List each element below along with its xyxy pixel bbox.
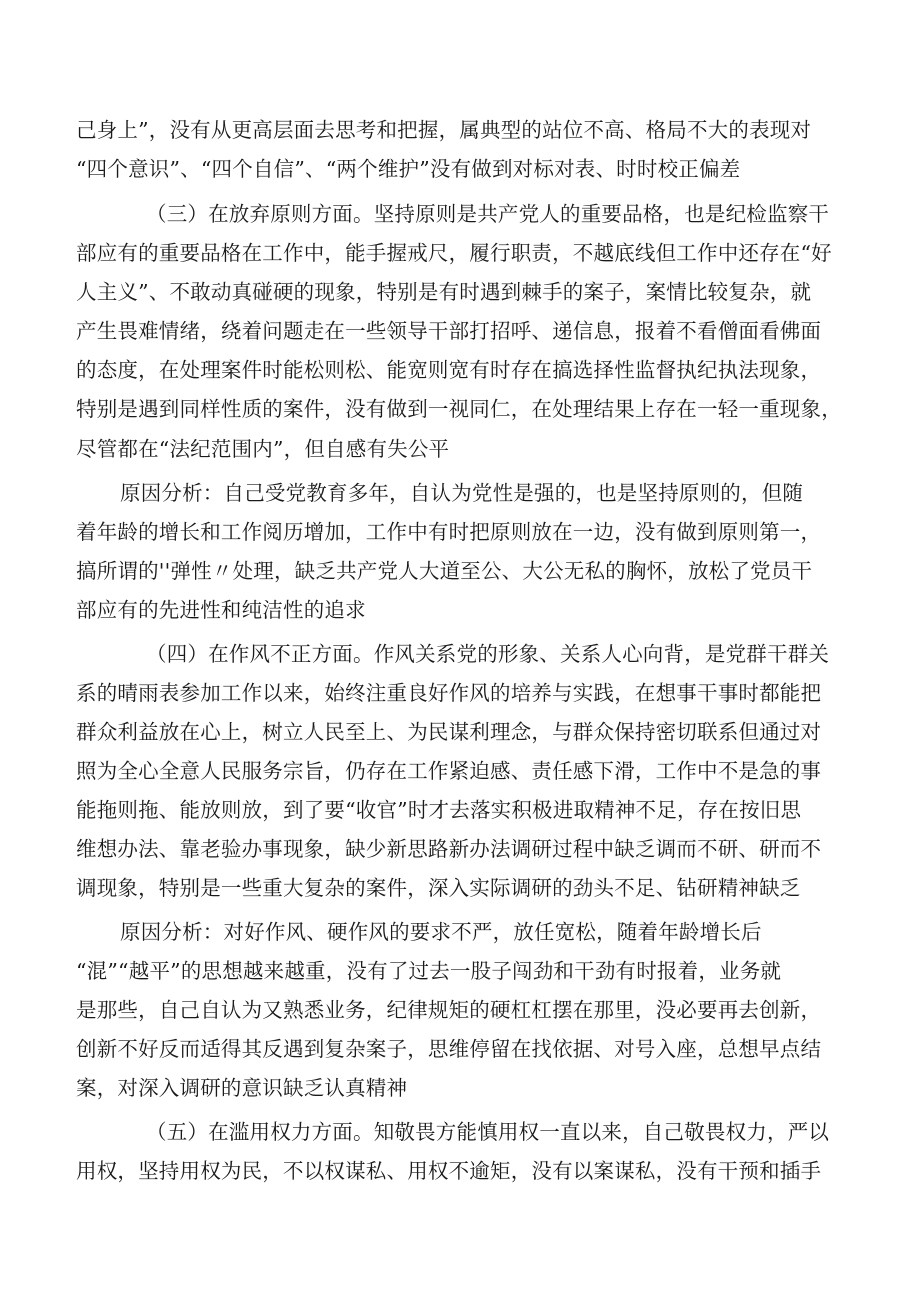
text-line: 调现象，特别是一些重大复杂的案件，深入实际调研的劲头不足、钻研精神缺乏 <box>76 876 801 900</box>
text-line: （五）在滥用权力方面。知敬畏方能慎用权一直以来，自己敬畏权力，严以 <box>146 1120 830 1144</box>
text-line: 原因分析：自己受党教育多年，自认为党性是强的，也是坚持原则的，但随 <box>120 481 804 505</box>
text-line: 特别是遇到同样性质的案件，没有做到一视同仁，在处理结果上存在一轻一重现象， <box>76 397 842 421</box>
text-line: 系的晴雨表参加工作以来，始终注重良好作风的培养与实践，在想事干事时都能把 <box>76 681 822 705</box>
text-line: 照为全心全意人民服务宗旨，仍存在工作紧迫感、责任感下滑，工作中不是急的事 <box>76 759 822 783</box>
text-line: （四）在作风不正方面。作风关系党的形象、关系人心向背，是党群干群关 <box>146 642 830 666</box>
text-line: 群众利益放在心上，树立人民至上、为民谋利理念，与群众保持密切联系但通过对 <box>76 720 822 744</box>
text-line: 部应有的重要品格在工作中，能手握戒尺，履行职责，不越底线但工作中还存在“好 <box>76 241 832 265</box>
text-line: 能拖则拖、能放则放，到了要“收官”时才去落实积极进取精神不足，存在按旧思 <box>76 798 802 822</box>
text-line: 用权，坚持用权为民，不以权谋私、用权不逾矩，没有以案谋私，没有干预和插手 <box>76 1159 822 1183</box>
text-line: 着年龄的增长和工作阅历增加，工作中有时把原则放在一边，没有做到原则第一， <box>76 520 822 544</box>
text-line: 创新不好反而适得其反遇到复杂案子，思维停留在找依据、对号入座，总想早点结 <box>76 1037 822 1061</box>
text-line: 案，对深入调研的意识缺乏认真精神 <box>76 1076 408 1100</box>
text-line: 的态度，在处理案件时能松则松、能宽则宽有时存在搞选择性监督执纪执法现象， <box>76 358 822 382</box>
text-line: 原因分析：对好作风、硬作风的要求不严，放任宽松，随着年龄增长后 <box>120 920 762 944</box>
text-line: 维想办法、靠老验办事现象，缺少新思路新办法调研过程中缺乏调而不研、研而不 <box>76 837 822 861</box>
text-line: （三）在放弃原则方面。坚持原则是共产党人的重要品格，也是纪检监察干 <box>146 202 830 226</box>
text-line: 搞所谓的''弹性〃处理，缺乏共产党人大道至公、大公无私的胸怀，放松了党员干 <box>76 559 813 583</box>
text-line: “混”“越平”的思想越来越重，没有了过去一股子闯劲和干劲有时报着，业务就 <box>76 959 782 983</box>
text-line: 是那些，自己自认为又熟悉业务，纪律规矩的硬杠杠摆在那里，没必要再去创新， <box>76 998 822 1022</box>
text-line: 部应有的先进性和纯洁性的追求 <box>76 598 366 622</box>
text-line: 尽管都在“法纪范围内”，但自感有失公平 <box>76 437 450 461</box>
text-line: 己身上”，没有从更高层面去思考和把握，属典型的站位不高、格局不大的表现对 <box>76 118 812 142</box>
text-line: 产生畏难情绪，绕着问题走在一些领导干部打招呼、递信息，报着不看僧面看佛面 <box>76 319 822 343</box>
text-line: “四个意识”、“四个自信”、“两个维护”没有做到对标对表、时时校正偏差 <box>76 157 741 181</box>
text-line: 人主义”、不敢动真碰硬的现象，特别是有时遇到棘手的案子，案情比较复杂，就 <box>76 280 812 304</box>
